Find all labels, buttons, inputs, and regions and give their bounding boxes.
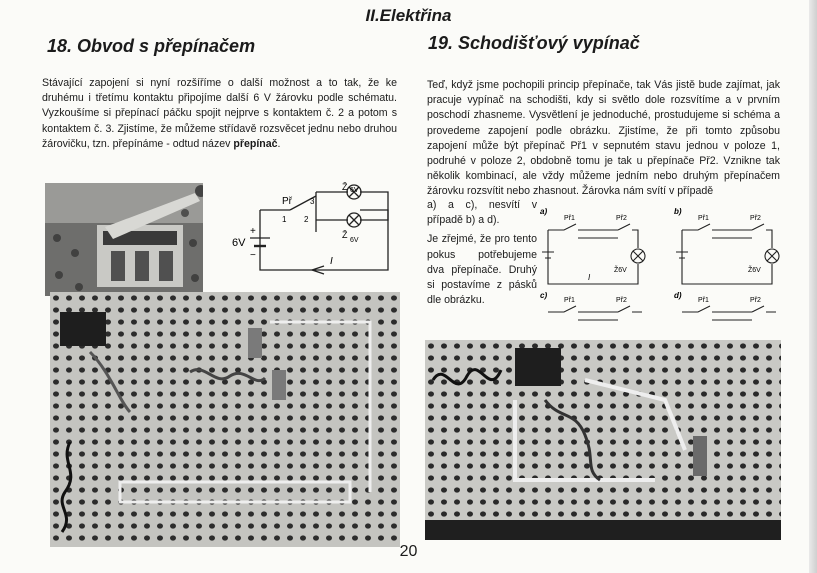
right-narrow-paragraph: a) a c), nesvítí v případě b) a d).	[427, 199, 537, 227]
switch-closeup-photo	[45, 183, 203, 296]
diagram-c-switch2: Př2	[616, 297, 627, 304]
minus-sign: −	[250, 250, 256, 261]
lamp-2-sub: 6V	[350, 237, 359, 244]
pegboard-assembly-photo	[50, 292, 400, 547]
lamp-1-label: Ž	[342, 182, 348, 192]
lamp-2-label: Ž	[342, 230, 348, 240]
diagram-b-lamp: Ž6V	[748, 267, 761, 274]
voltage-label: 6V	[232, 237, 246, 249]
plus-sign: +	[250, 226, 256, 237]
diagram-c-label: c)	[540, 291, 548, 300]
diagram-d-switch1: Př1	[698, 297, 709, 304]
diagram-d-label: d)	[674, 291, 682, 300]
contact-2-label: 2	[304, 215, 309, 224]
right-narrow-paragraph-2: Je zřejmé, že pro tento pokus potřebujeme dva přepínače. Druhý si postavíme z pásků dle obrázku.	[427, 233, 537, 307]
diagram-c-switch1: Př1	[564, 297, 575, 304]
diagram-d-switch2: Př2	[750, 297, 761, 304]
switch-circuit-schematic	[220, 180, 400, 280]
staircase-switch-photo	[425, 340, 781, 540]
contact-3-label: 3	[310, 197, 315, 206]
lamp-1-sub: 6V	[350, 187, 359, 194]
right-body-paragraph: Teď, když jsme pochopili princip přepínače, tak Vás jistě bude zajímat, jak pracuje vypínač na schodišti, kdy si světlo dole rozsvítíme a v prvním poschodí zhasneme. Vysvětlení je jednoduché, prostudujeme si schéma a provedeme zapojení podle obrázku. Zjistíme, že při tomto způsobu zapojení může být přepínač Př1 v sepnutém stavu jednou v poloze 1, podruhé v poloze 2, obdobně tomu je tak u přepínače Př2. Vznikne tak několik kombinací, ale vždy můžeme jedním nebo druhým přepínačem žárovku rozsvítit nebo zhasnout. Žárovka nám svítí v případě	[427, 79, 780, 198]
diagram-b-switch2: Př2	[750, 215, 761, 222]
switch-label: Př	[282, 196, 292, 207]
page-number: 20	[399, 543, 418, 560]
diagram-a-switch2: Př2	[616, 215, 627, 222]
diagram-a-switch1: Př1	[564, 215, 575, 222]
staircase-switch-diagrams	[538, 204, 788, 326]
left-paragraph-text: Stávající zapojení si nyní rozšíříme o další možnost a to tak, že ke druhému i třetímu kontaktu připojíme další 6 V žárovku podle schématu. Vyzkoušíme si přepínací páčku spojit nejprve s kontaktem č. 2 a potom s kontaktem č. 3. Zjistíme, že můžeme střídavě rozsvěcet jednu nebo druhou žárovičku, tzn. přepínáme - odtud název	[42, 77, 397, 150]
current-label: I	[330, 256, 333, 267]
diagram-b-switch1: Př1	[698, 215, 709, 222]
right-section-heading: 19. Schodišťový vypínač	[428, 33, 640, 53]
diagram-a-lamp: Ž6V	[614, 267, 627, 274]
page-edge-shadow	[809, 0, 817, 573]
diagram-a-label: a)	[540, 207, 548, 216]
left-section-heading: 18. Obvod s přepínačem	[47, 36, 256, 56]
diagram-a-current: I	[588, 273, 591, 282]
left-paragraph-end: .	[277, 137, 281, 150]
book-section-header: II.Elektřina	[365, 6, 452, 25]
right-narrow-column	[427, 198, 537, 308]
diagram-b-label: b)	[674, 207, 682, 216]
left-body-paragraph	[42, 76, 397, 152]
left-paragraph-bold-term: přepínač	[233, 137, 278, 150]
contact-1-label: 1	[282, 215, 287, 224]
